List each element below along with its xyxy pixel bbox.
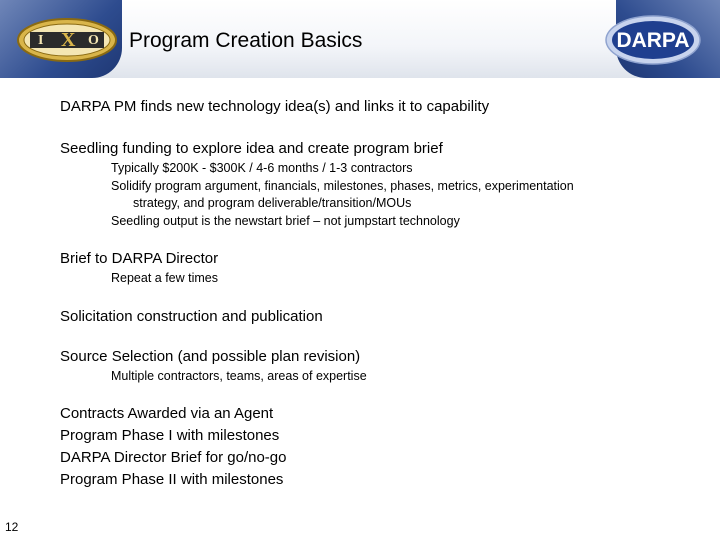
bullet-list (60, 96, 700, 491)
sub-bullet-list-brief (60, 270, 700, 288)
ixo-office-logo-icon (16, 17, 118, 63)
sub-bullet-multiple-contractors: Multiple contractors, teams, areas of expertise (111, 368, 367, 383)
darpa-logo-text: DARPA (616, 29, 690, 52)
sub-bullet-list-source-selection (60, 368, 700, 386)
bullet-phase-two: Program Phase II with milestones (60, 471, 284, 488)
logo-letter-o: O (88, 33, 99, 48)
bullet-pm-idea: DARPA PM finds new technology idea(s) and links it to capability (60, 98, 490, 115)
sub-bullet-solidify-continued: strategy, and program deliverable/transition/MOUs (133, 196, 412, 210)
logo-letter-i: I (38, 33, 44, 48)
sub-bullet-solidify: Solidify program argument, financials, milestones, phases, metrics, experimentation (111, 178, 574, 193)
sub-bullet-list-seedling (60, 160, 700, 230)
bullet-seedling: Seedling funding to explore idea and create program brief (60, 140, 443, 157)
sub-bullet-repeat: Repeat a few times (111, 271, 218, 285)
bullet-phase-one: Program Phase I with milestones (60, 427, 280, 444)
sub-bullet-typical-cost: Typically $200K - $300K / 4-6 months / 1-3 contractors (111, 161, 413, 175)
bullet-director-brief: Brief to DARPA Director (60, 250, 219, 267)
page-number: 12 (5, 520, 19, 534)
logo-letter-x: X (61, 29, 76, 51)
bullet-source-selection: Source Selection (and possible plan revision) (60, 347, 361, 365)
darpa-logo-icon (604, 14, 702, 66)
bullet-contracts-awarded: Contracts Awarded via an Agent (60, 405, 274, 422)
slide-title: Program Creation Basics (129, 29, 363, 52)
bullet-solicitation: Solicitation construction and publication (60, 307, 323, 325)
sub-bullet-seedling-output: Seedling output is the newstart brief – not jumpstart technology (111, 213, 460, 228)
bullet-go-no-go: DARPA Director Brief for go/no-go (60, 449, 287, 466)
